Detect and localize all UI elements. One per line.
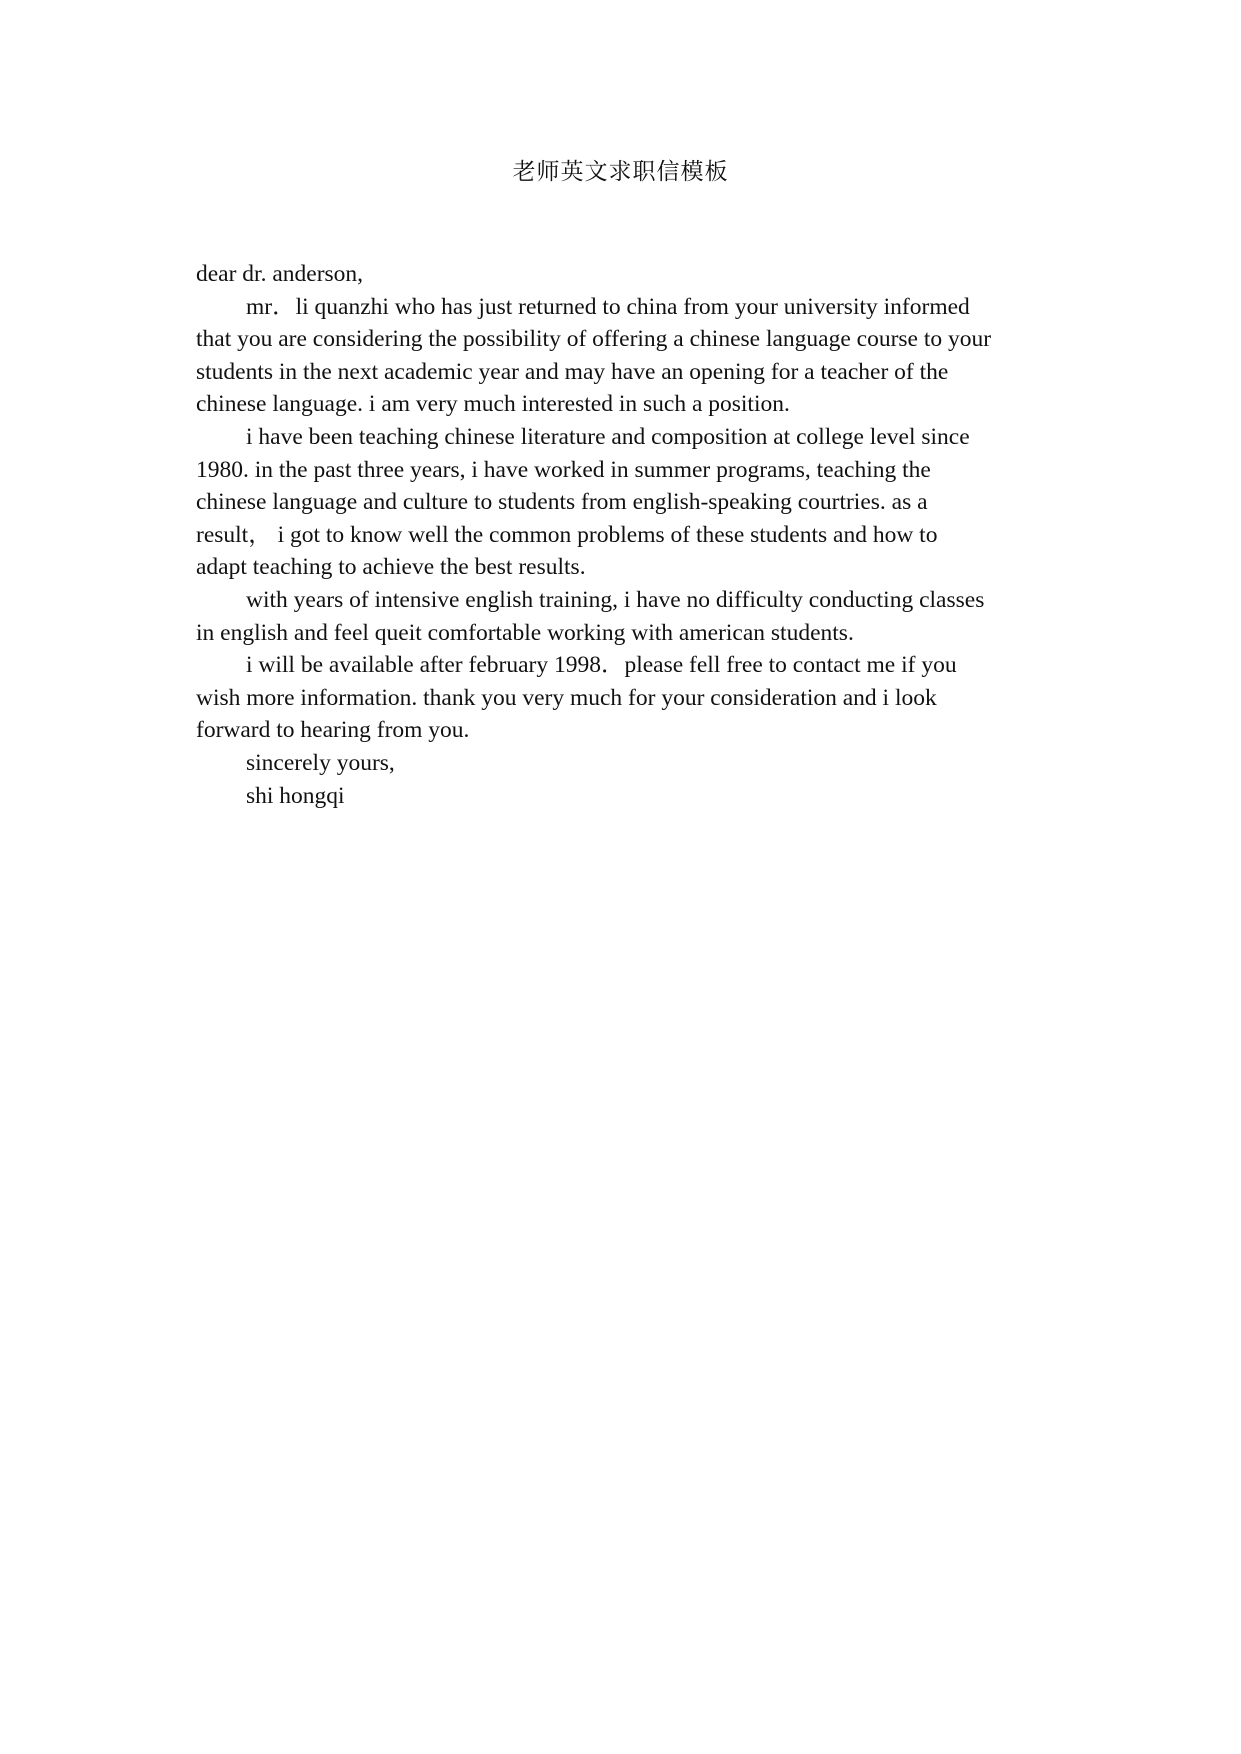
paragraph-line: wish more information. thank you very much for your consideration and i look (196, 684, 937, 711)
paragraph-line: with years of intensive english training, i have no difficulty conducting classes (246, 586, 985, 613)
paragraph-4 (196, 649, 1056, 747)
salutation: dear dr. anderson, (196, 261, 364, 287)
closing: sincerely yours, (246, 749, 395, 776)
signature: shi hongqi (246, 782, 345, 809)
paragraph-line: adapt teaching to achieve the best results. (196, 554, 586, 581)
letter-body (196, 258, 1056, 812)
paragraph-line: forward to hearing from you. (196, 717, 470, 744)
paragraph-2 (196, 421, 1056, 584)
paragraph-line: in english and feel queit comfortable working with american students. (196, 619, 854, 646)
paragraph-3 (196, 584, 1056, 649)
paragraph-line: chinese language and culture to students from english-speaking courtries. as a (196, 489, 928, 516)
paragraph-line: i will be available after february 1998．please fell free to contact me if you (246, 652, 957, 679)
paragraph-line: that you are considering the possibility of offering a chinese language course to your (196, 326, 992, 353)
paragraph-line: 1980. in the past three years, i have worked in summer programs, teaching the (196, 456, 931, 483)
paragraph-line: result， i got to know well the common problems of these students and how to (196, 521, 938, 548)
paragraph-line: chinese language. i am very much interested in such a position. (196, 391, 790, 418)
paragraph-1 (196, 291, 1056, 421)
paragraph-line: mr．li quanzhi who has just returned to china from your university informed (246, 293, 970, 320)
paragraph-line: students in the next academic year and may have an opening for a teacher of the (196, 358, 949, 385)
document-title: 老师英文求职信模板 (512, 159, 729, 185)
paragraph-line: i have been teaching chinese literature and composition at college level since (246, 423, 970, 450)
